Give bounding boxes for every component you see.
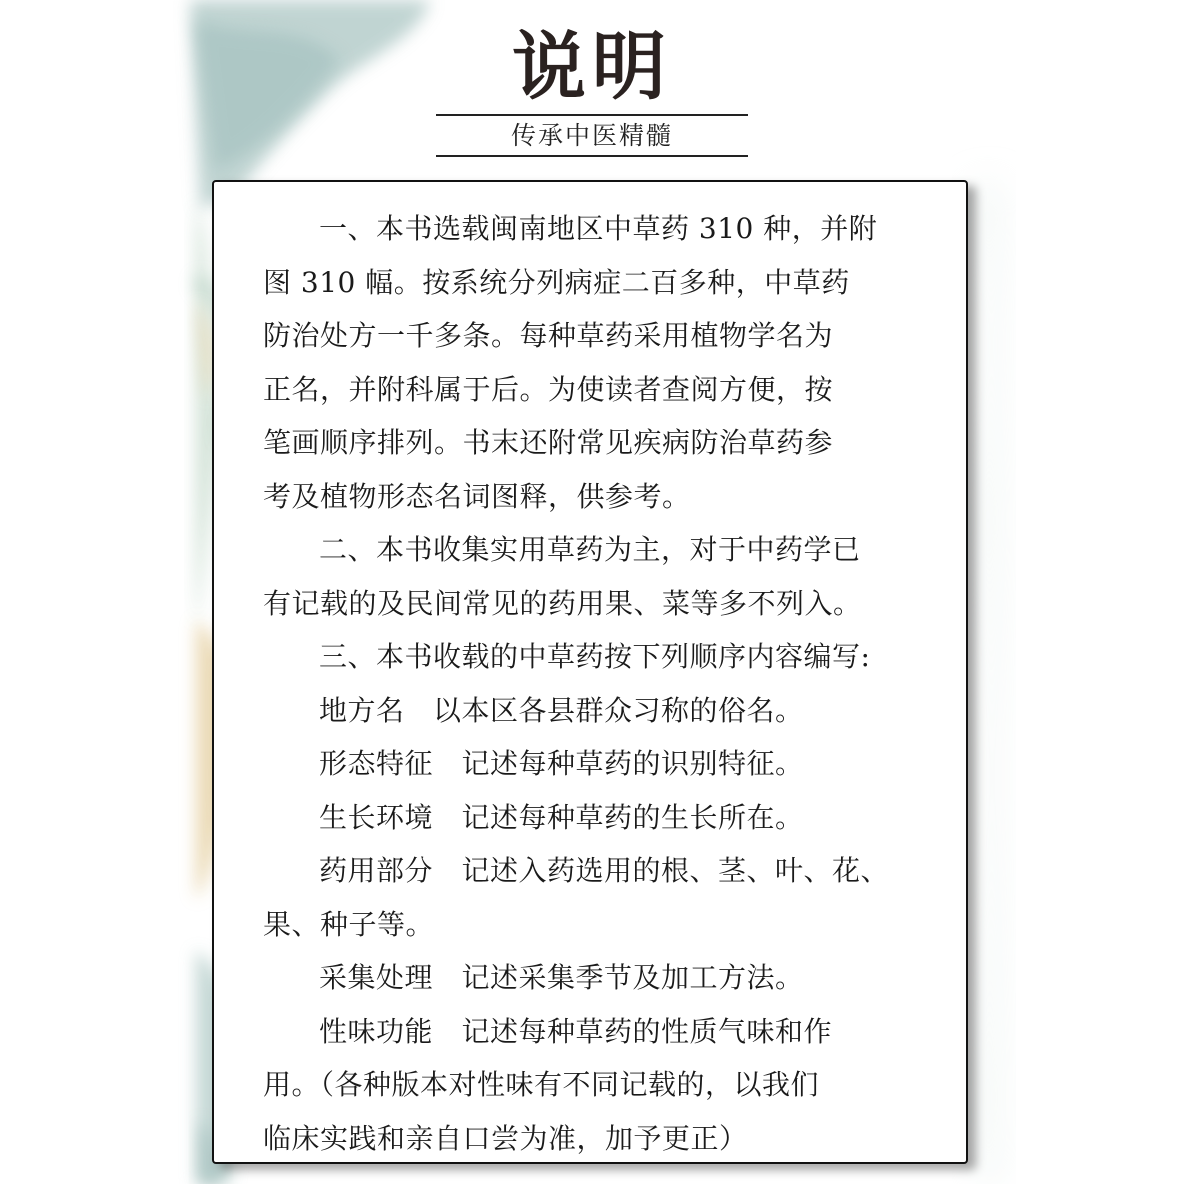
- subtitle: 传承中医精髓: [510, 121, 673, 150]
- text-line: 用。（各种版本对性味有不同记载的，以我们: [263, 1068, 820, 1101]
- text-line: 笔画顺序排列。书末还附常见疾病防治草药参: [263, 426, 834, 459]
- page-title: 说明: [512, 24, 672, 110]
- text-line: 采集处理 记述采集季节及加工方法。: [319, 961, 804, 994]
- text-line: 地方名 以本区各县群众习称的俗名。: [319, 693, 804, 727]
- text-line: 图 310 幅。按系统分列病症二百多种，中草药: [263, 265, 850, 299]
- text-line: 果、种子等。: [263, 907, 435, 941]
- text-line: 二、本书收集实用草药为主，对于中药学已: [319, 533, 861, 566]
- text-line: 形态特征 记述每种草药的识别特征。: [319, 747, 804, 780]
- text-line: 生长环境 记述每种草药的生长所在。: [319, 800, 804, 834]
- text-line: 药用部分 记述入药选用的根、茎、叶、花、: [319, 854, 890, 887]
- text-line: 性味功能 记述每种草药的性质气味和作: [319, 1014, 833, 1048]
- body-text: [263, 202, 921, 1165]
- text-line: 防治处方一千多条。每种草药采用植物学名为: [263, 319, 834, 352]
- text-line: 临床实践和亲自口尝为准，加予更正）: [263, 1121, 748, 1155]
- title-rule-bottom: [436, 155, 748, 157]
- text-line: 三、本书收载的中草药按下列顺序内容编写:: [319, 640, 871, 673]
- title-rule-top: [436, 114, 748, 116]
- text-line: 一、本书选载闽南地区中草药 310 种，并附: [319, 212, 878, 245]
- text-line: 有记载的及民间常见的药用果、菜等多不列入。: [263, 586, 862, 620]
- text-line: 考及植物形态名词图释，供参考。: [263, 479, 691, 513]
- text-line: 正名，并附科属于后。为使读者查阅方便，按: [263, 372, 834, 406]
